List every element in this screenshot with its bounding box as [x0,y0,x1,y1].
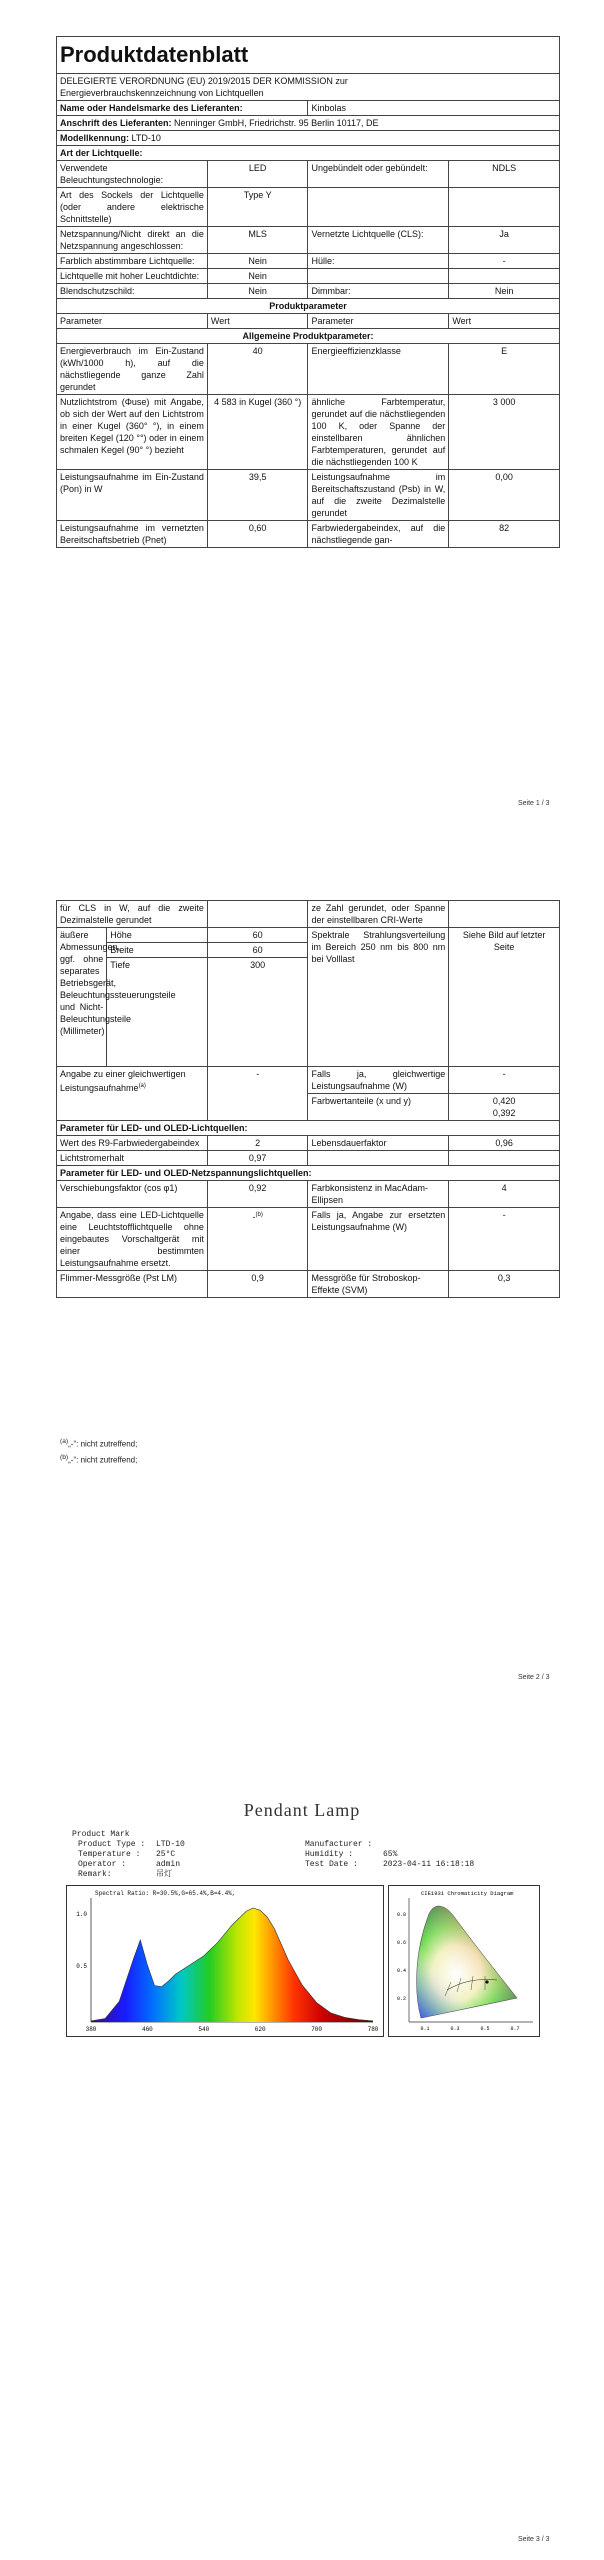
param-energy-value: 40 [207,344,308,395]
row-cls-label: Vernetzte Lichtquelle (CLS): [308,227,449,254]
type-label: Art der Lichtquelle: [57,146,560,161]
spectrum-plot [67,1886,383,2036]
param-cct-value: 3 000 [449,395,560,470]
spectrum-title-label: Spectral Ratio: [95,1890,150,1897]
param-pnet-value: 0,60 [207,521,308,548]
spectrum-ytick-top: 1.0 [76,1911,87,1918]
spectrum-x-tick-label: 380 [85,2026,97,2033]
info-value: 吊灯 [156,1870,172,1879]
info-value: 65% [383,1850,398,1859]
width-label: Breite [107,943,208,958]
spectrum-ytick-mid: 0.5 [76,1963,87,1970]
macadam-value: 4 [449,1181,560,1208]
cont-pnet-label: für CLS in W, auf die zweite Dezimalstelle gerundet [57,901,208,928]
empty-d [449,1151,560,1166]
cie-y-ticks [397,1912,406,2002]
power-factor-label: Verschiebungsfaktor (cos φ1) [57,1181,208,1208]
supplier-address: Nenninger GmbH, Friedrichstr. 95 Berlin 10117, DE [174,118,379,128]
lumen-maintenance-value: 0,97 [207,1151,308,1166]
height-value: 60 [207,928,308,943]
datasheet-page1-table [56,36,560,548]
col-value-2: Wert [449,314,560,329]
supplier-name-label: Name oder Handelsmarke des Lieferanten: [57,101,308,116]
product-info-left [72,1830,298,1880]
equiv-power-label: Falls ja, gleichwertige Leistungsaufnahme (W) [308,1067,449,1094]
row-cls-value: Ja [449,227,560,254]
row-dimmable-value: Nein [449,284,560,299]
empty-c [308,1151,449,1166]
row-shield-label: Blendschutzschild: [57,284,208,299]
param-pnet-label: Leistungsaufnahme im vernetzten Bereitschaftsbetrieb (Pnet) [57,521,208,548]
info-key: Test Date : [305,1860,358,1869]
row-envelope-value: - [449,254,560,269]
info-key: Temperature : [78,1850,141,1859]
spectrum-x-tick-label: 460 [141,2026,153,2033]
replace-label: Angabe, dass eine LED-Lichtquelle eine Leuchtstofflichtquelle ohne eingebautes Vorschaltgerät mit einer bestimmten Leistungsaufnahme ersetzt. [57,1208,208,1271]
macadam-label: Farbkonsistenz in MacAdam-Ellipsen [308,1181,449,1208]
row-luminance-empty-d [449,269,560,284]
info-row [78,1850,298,1860]
flicker-value: 0,9 [207,1271,308,1298]
col-value-1: Wert [207,314,308,329]
cie-y-tick-label: 0.8 [396,1912,406,1918]
param-cri-value: 82 [449,521,560,548]
cie-x-tick-label: 0.1 [420,2026,430,2032]
param-cri-label: Farbwiedergabeindex, auf die nächstliegende gan- [308,521,449,548]
param-pon-value: 39,5 [207,470,308,521]
row-cap-value: Type Y [207,188,308,227]
row-cap-empty-d [449,188,560,227]
info-key: Humidity : [305,1850,354,1859]
spectrum-x-tick-label: 780 [367,2026,379,2033]
page-number-3: Seite 3 / 3 [518,2536,550,2543]
replace-power-label: Falls ja, Angabe zur ersetzten Leistungsaufnahme (W) [308,1208,449,1271]
height-label: Höhe [107,928,208,943]
depth-value: 300 [207,958,308,1067]
spectrum-x-tick-label: 620 [254,2026,266,2033]
replace-value: - [252,1212,256,1222]
spectral-label: Spektrale Strahlungsverteilung im Bereich 250 nm bis 800 nm bei Volllast [308,928,449,1067]
footnote-b [60,1454,137,1465]
cont-empty-d [449,901,560,928]
supplier-address-label: Anschrift des Lieferanten: [60,118,172,128]
row-mains-value: MLS [207,227,308,254]
param-flux-value: 4 583 in Kugel (360 °) [207,395,308,470]
row-directional-value: NDLS [449,161,560,188]
datasheet-title: Produktdatenblatt [57,37,560,74]
product-mark-label: Product Mark [72,1830,130,1839]
survival-value: 0,96 [449,1136,560,1151]
cie-y-tick-label: 0.2 [396,1996,406,2002]
model-value: LTD-10 [131,133,161,143]
info-value: LTD-10 [156,1840,185,1849]
r9-label: Wert des R9-Farbwiedergabeindex [57,1136,208,1151]
row-luminance-label: Lichtquelle mit hoher Leuchtdichte: [57,269,208,284]
equiv-value: - [207,1067,308,1121]
param-energy-label: Energieverbrauch im Ein-Zustand (kWh/1000 h), auf die nächstliegende ganze Zahl gerundet [57,344,208,395]
chromaticity-y: 0,392 [492,1108,516,1118]
spectrum-ratio: R=30.5%,G=65.4%,B=4.4%, [152,1890,236,1897]
cont-cri-label: ze Zahl gerundet, oder Spanne der einstellbaren CRI-Werte [308,901,449,928]
flicker-label: Flimmer-Messgröße (Pst LM) [57,1271,208,1298]
spectrum-x-ticks [86,2026,379,2033]
info-key: Manufacturer : [305,1840,373,1849]
model-row [57,131,560,146]
footnote-a [60,1438,137,1449]
width-value: 60 [207,943,308,958]
info-key: Product Type : [78,1840,146,1849]
info-row [305,1840,545,1850]
info-key: Remark: [78,1870,112,1879]
param-class-value: E [449,344,560,395]
power-factor-value: 0,92 [207,1181,308,1208]
led-params-header: Parameter für LED- und OLED-Lichtquellen: [57,1121,560,1136]
col-param-1: Parameter [57,314,208,329]
spectrum-x-tick-label: 700 [311,2026,323,2033]
chromaticity-label: Farbwertanteile (x und y) [308,1094,449,1121]
footnote-a-mark: (a) [60,1438,69,1445]
info-row [78,1860,298,1870]
cie-x-tick-label: 0.7 [510,2026,520,2032]
spectrum-chart [66,1885,384,2037]
info-row [305,1860,545,1870]
depth-label: Tiefe [107,958,208,1067]
param-class-label: Energieeffizienzklasse [308,344,449,395]
regulation-text: DELEGIERTE VERORDNUNG (EU) 2019/2015 DER KOMMISSION zur Energieverbrauchskennzeichnung von Lichtquellen [57,74,560,101]
produktparameter-header: Produktparameter [57,299,560,314]
row-cap-empty-c [308,188,449,227]
equiv-label-cell [57,1067,208,1121]
row-directional-label: Ungebündelt oder gebündelt: [308,161,449,188]
param-cct-label: ähnliche Farbtemperatur, gerundet auf die nächstliegenden 100 K, oder Spanne der einstellbaren ähnlichen Farbtemperaturen, gerundet auf die nächstliegenden 100 K [308,395,449,470]
supplier-address-row [57,116,560,131]
report-title: Pendant Lamp [243,1800,361,1820]
stroboscopic-value: 0,3 [449,1271,560,1298]
equiv-label: Angabe zu einer gleichwertigen Leistungsaufnahme [60,1069,186,1093]
col-param-2: Parameter [308,314,449,329]
page-number-1: Seite 1 / 3 [518,800,550,807]
row-envelope-label: Hülle: [308,254,449,269]
replace-power-value: - [449,1208,560,1271]
footnote-b-text: „-“: nicht zutreffend; [68,1455,138,1465]
stroboscopic-label: Messgröße für Stroboskop-Effekte (SVM) [308,1271,449,1298]
product-info-right [305,1840,545,1870]
info-row [305,1850,545,1860]
cie-x-tick-label: 0.5 [480,2026,490,2032]
cie-y-tick-label: 0.4 [396,1968,406,1974]
allgemeine-header: Allgemeine Produktparameter: [57,329,560,344]
supplier-name: Kinbolas [308,101,560,116]
row-cap-label: Art des Sockels der Lichtquelle (oder andere elektrische Schnittstelle) [57,188,208,227]
info-value: admin [156,1860,181,1869]
cont-empty [207,901,308,928]
spectral-value: Siehe Bild auf letzter Seite [449,928,560,1067]
row-tech-label: Verwendete Beleuchtungstechnologie: [57,161,208,188]
footnote-b-mark: (b) [60,1454,69,1461]
chromaticity-x: 0,420 [492,1096,516,1106]
mains-params-header: Parameter für LED- und OLED-Netzspannungslichtquellen: [57,1166,560,1181]
spectrum-x-tick-label: 540 [198,2026,210,2033]
row-shield-value: Nein [207,284,308,299]
cie-x-tick-label: 0.3 [450,2026,460,2032]
datasheet-page2-table [56,900,560,1298]
row-luminance-value: Nein [207,269,308,284]
chromaticity-point [485,1980,488,1983]
page-number-2: Seite 2 / 3 [518,1674,550,1681]
cie-x-ticks [420,2026,519,2032]
footnote-a-text: „-“: nicht zutreffend; [68,1439,138,1449]
row-tech-value: LED [207,161,308,188]
chromaticity-values [449,1094,560,1121]
row-luminance-empty-c [308,269,449,284]
replace-value-cell [207,1208,308,1271]
param-pon-label: Leistungsaufnahme im Ein-Zustand (Pon) in W [57,470,208,521]
row-tunable-label: Farblich abstimmbare Lichtquelle: [57,254,208,269]
model-label: Modellkennung: [60,133,129,143]
r9-value: 2 [207,1136,308,1151]
info-value: 2023-04-11 16:18:18 [383,1860,475,1869]
param-psb-value: 0,00 [449,470,560,521]
equiv-footnote-mark: (a) [138,1083,146,1089]
row-tunable-value: Nein [207,254,308,269]
param-flux-label: Nutzlichtstrom (Φuse) mit Angabe, ob sich der Wert auf den Lichtstrom in einer Kugel (360° °), in einem breiten Kegel (120 °°) oder in einem schmalen Kegel (90° °) bezieht [57,395,208,470]
row-dimmable-label: Dimmbar: [308,284,449,299]
survival-label: Lebensdauerfaktor [308,1136,449,1151]
cie-title: CIE1931 Chromaticity Diagram [421,1890,514,1897]
row-mains-label: Netzspannung/Nicht direkt an die Netzspannung angeschlossen: [57,227,208,254]
info-row [78,1870,298,1880]
info-key: Operator : [78,1860,127,1869]
lumen-maintenance-label: Lichtstromerhalt [57,1151,208,1166]
info-value: 25°C [156,1850,176,1859]
info-row [78,1840,298,1850]
cie-y-tick-label: 0.6 [396,1940,406,1946]
replace-footnote-mark: (b) [255,1212,263,1218]
cie-chart [388,1885,540,2037]
param-psb-label: Leistungsaufnahme im Bereitschaftszustand (Psb) in W, auf die zweite Dezimalstelle gerundet [308,470,449,521]
dimensions-label: äußere Abmessungen, ggf. ohne separates Betriebsgerät, Beleuchtungssteuerungsteile und Nicht-Beleuchtungsteile (Millimeter) [57,928,107,1067]
cie-plot [389,1886,539,2036]
equiv-power-value: - [449,1067,560,1094]
